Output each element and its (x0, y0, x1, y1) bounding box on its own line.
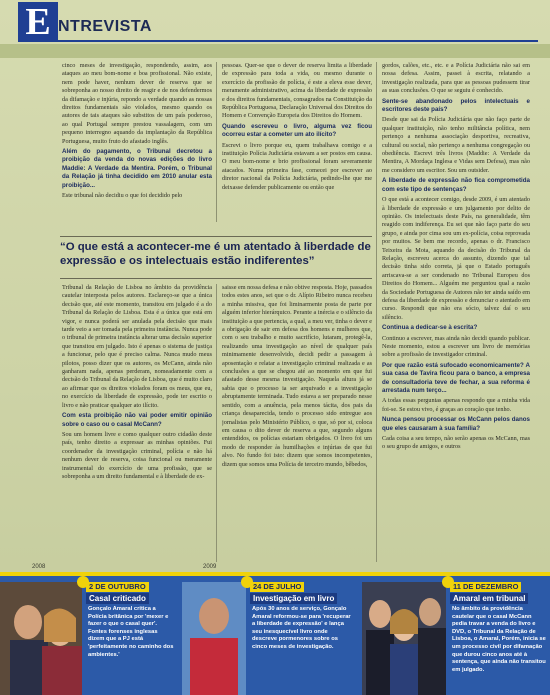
timeline-card (0, 582, 178, 695)
section-logo-letter: E (18, 2, 58, 42)
timeline-topic: Amaral em tribunal (450, 593, 528, 604)
interview-question: A liberdade de expressão não fica comprometida com este tipo de sentenças? (382, 177, 530, 193)
article-column-3 (382, 62, 530, 562)
timeline-card (182, 582, 358, 695)
paragraph: cinco meses de investigação, respondendo, assim, aos ataques ao meu bom-nome e boa profissional. Não existe, nem pode haver, nenhum dever de reserva que se sobreponha ao nosso direito de reagir e de nos defendermos da difamação e injúria, repondo a verdade quando as nossas direitos fundamentais são violados, mesmo quando os autores de tais ataques são substitos de um país poderoso, ao qual Portugal sempre prestou vassalagem, com um pequeno interregno aquando da implantação da República Portuguesa, muito fruto do afastado inglês. (62, 62, 212, 145)
interview-question: Continua a dedicar-se à escrita? (382, 324, 478, 332)
paragraph: Desde que sai da Polícia Judiciária que não faço parte de qualquer instituição, não tenho militância política, nem pertenço a nenhuma associação desportiva, recreativa, cultural ou social, não pertenço a nenhuma congregação ou obediência. Escrevi três livros (Maddie: A Verdade da Mentira, A Mordaça Inglesa e Vidas sem Defesa), mas não me considero um escritor. Sou um outsider. (382, 116, 530, 174)
timeline-date: 2 DE OUTUBRO (86, 582, 149, 592)
paragraph: A todas essas perguntas apenas respondo que a minha vida foi-se. Se estou vivo, é graças ao coração que tenho. (382, 397, 530, 413)
column-divider (216, 284, 217, 562)
pull-quote-rule (60, 236, 372, 237)
interview-question: Nunca pensou processar os McCann pelos danos que eles causaram à sua família? (382, 416, 530, 432)
group-photo-icon (362, 582, 446, 695)
paragraph: Sou um homem livre e como qualquer outro cidadão deste país, tenho direito a expressar as minhas opiniões. Fui coordenador da investigação criminal, polícia e não há nenhum dever de reserva, coisa funcional ou meramente instrumental do exercício de uma profissão, que se sobreponha a um direito fundamental e à liberdade de ex- (62, 430, 212, 480)
article-column-1 (62, 62, 212, 222)
article-column-5 (222, 284, 372, 562)
paragraph: O que está a acontecer comigo, desde 2009, é um atentado à liberdade de expressão e um julgamento por delito de opinião. Os intelectuais deste País, na generalidade, têm reagido com indiferença. Eu sei que não faço parte do seu grupo, e ainda por cima sou um ex-polícia, coisa reprovada por muitos. Se bem me recordo, apenas o dr. Francisco Teixeira da Mota, aquando da decisão do Tribunal da Relação, escreveu acerca do assunto, dizendo que tal decisão tinha sido correta, já que o Estado português arriscava-se a ser condenado no Tribunal Europeu dos Direitos do Homem... Alguém me perguntou qual a razão da Sociedade Portuguesa de Autores não ter ainda saído em defesa da liberdade de expressão e denunciar o atentado em curso. Respondi que não era sócio, talvez daí o seu silêncio. (382, 196, 530, 321)
timeline-card (362, 582, 550, 695)
header-rule (58, 40, 538, 42)
column-divider (376, 62, 377, 562)
timeline-blurb: No âmbito da providência cautelar que o casal McCann pedia travar a venda do livro e DVD, o Tribunal da Relação de Lisboa, o Amaral, Porém, inicia se um processo civil por difamação que durou cinco anos até à sentença, que ainda não transitou em julgado. (452, 606, 546, 673)
portrait-photo-icon (182, 582, 246, 695)
paragraph: Tribunal da Relação de Lisboa no âmbito da providência cautelar interposta pelos autores. Esclareço-se que a única decisão que, até este momento, transitou em julgado é a do Tribunal da Relação de Lisboa. Esta é a única que está em vigor, e nunca poderá ser anulada pela decisão que mais tarde veio a ser tomada pela primeira instância. Nunca pode o tribunal de primeira instância alterar uma decisão superior que transitou em julgado. Isto é apenas o sistema de justiça a funcionar, pelo que é preciso calma. Nunca mudo meus pilotos, posso dizer que os autores, os McCann, ainda não ganharam nada, apenas perderam, nomeadamente com a decisão do Tribunal da Relação de Lisboa, que é muito claro ao afirmar que os direitos violados foram os meus, que eu, no exercício da liberdade de expressão, pode ter escrito o livro e não praticar qualquer ato ilícito. (62, 284, 212, 409)
paragraph: Este tribunal não decidiu o que foi decidido pelo (62, 192, 183, 200)
paragraph: Continuo a escrever, mas ainda não decidi quando publicar. Neste momento, estou a escrever um livro de memórias sobre a profissão de investigador criminal. (382, 334, 530, 359)
column-divider (216, 62, 217, 222)
timeline-topic: Casal criticado (86, 593, 149, 604)
timeline-dot (241, 576, 253, 588)
timeline-dot (77, 576, 89, 588)
interview-question: Além do pagamento, o Tribunal decretou a proibição da venda do novas edições do livro Maddie: A Verdade da Mentira. Porém, o Tribunal da Relação já tinha decidido em 2010 anular esta proibição... (62, 148, 212, 189)
year-marker: 2008 (32, 564, 46, 570)
article-column-4 (62, 284, 212, 562)
timeline-topic: Investigação em livro (250, 593, 337, 604)
paragraph: pessoas. Quer-se que o dever de reserva limita a liberdade de expressão para toda a vida, ou mesmo durante o exercício da profissão de polícia, é este a eleva esse dever, meramente administrativo, acima da liberdade de expressão e dos direitos fundamentais, consagrados na Constituição da República Portuguesa, Declaração Universal dos Direitos do Homem e Convenção Europeia dos Direitos do Homem. (222, 62, 372, 120)
interview-question: Com esta proibição não vai poder emitir opinião sobre o caso ou o casal McCann? (62, 412, 212, 428)
paragraph: Cada coisa a seu tempo, não serão apenas os McCann, mas o seu grupo de amigos, e outros (382, 435, 530, 451)
header-bar (0, 44, 550, 58)
pull-quote-rule (60, 278, 372, 279)
timeline-blurb: Após 30 anos de serviço, Gonçalo Amaral reformou-se para 'recuperar a liberdade de expressão' e lança seu inesquecível livro onde descreve pormenores sobre os cinco meses de investigação. (252, 606, 351, 650)
section-title: NTREVISTA (58, 18, 152, 35)
couple-photo-icon (0, 582, 82, 695)
paragraph: saisse em nossa defesa e não obtive resposta. Hoje, passados todos estes anos, sei que o dr. Alípio Ribeiro nunca recebeu a minha missiva, que foi liminarmente posta de parte por alguém inferior hierárquico. Perante a inércia e o silêncio da instituição a que pertencia, a qual, a meu ver, tinha o dever e a obrigação de sair em defesa dos homens e mulheres que, com o seu trabalho e muito sacrifício, lutaram, protegê-la, realizando uma investigação ao nível de qualquer país minimamente desenvolvido, decidi pedir a passagem à aposentação e relatar a investigação criminal realizada e as conclusões a que se chegou até ao momento em que fui afastado desse mesma investigação. Naquela altura já se sabia que o processo ia ser arquivado e a investigação abruptamente terminada. Tudo estava a ser preparado nesse sentido, com a anuência, pela menos tácita, dos pais da criança desaparecida, tendo o processo sido entregue aos jornalistas pelo Ministério Público, o que, só por si, coloca em causa o dito dever de reserva a que, segundo alguns entendidos, os polícias estariam obrigados. O livro foi um modo de responder às humilhações e injúrias de que fui alvo. No fundo foi isto: dizem que somos incompetentes, dizem que somos uma Polícia de terceiro mundo, bêbedos, (222, 284, 372, 468)
timeline-date: 11 DE DEZEMBRO (450, 582, 521, 592)
year-marker: 2009 (203, 564, 217, 570)
timeline-date: 24 DE JULHO (250, 582, 304, 592)
paragraph: Escrevi o livro porque eu, quem trabalhava comigo e a instituição Polícia Judiciária estavam a ser postos em causa. O meu bom-nome e brio profissional foram severamente atacados. Numa primeira fase, comecei por escrever ao diretor nacional da Polícia Judiciária, pedindo-lhe que me deixasse defender publicamente ou então que (222, 141, 372, 191)
pull-quote: “O que está a acontecer-me é um atentado à liberdade de expressão e os intelectuais estão indiferentes” (60, 241, 371, 267)
timeline-dot (442, 576, 454, 588)
paragraph: gordos, calões, etc., etc. e a Polícia Judiciária não sai em nossa defesa. Assim, passei à escrita, relatando a investigação realizada, para que as pessoas pudessem tirar as suas conclusões. O que se seguiu é conhecido. (382, 62, 530, 95)
interview-question: Por que razão está sufocado economicamente? A sua casa de Tavira ficou para o banco, a empresa de consultadoria teve de fechar, a sua reforma é arrestada num terço... (382, 361, 530, 395)
interview-question: Sente-se abandonado pelos intelectuais e escritores deste país? (382, 97, 530, 114)
interview-question: Quando escreveu o livro, alguma vez ficou ocorreu estar a cometer um ato ilícito? (222, 122, 372, 139)
article-column-2 (222, 62, 372, 222)
timeline-blurb: Gonçalo Amaral critica a Polícia britânica por 'mexer e fazer o que o casal quer'. Fontes forenses inglesas dizem que a PJ está 'perfeitamente no caminho dos ambientes.' (88, 606, 174, 658)
